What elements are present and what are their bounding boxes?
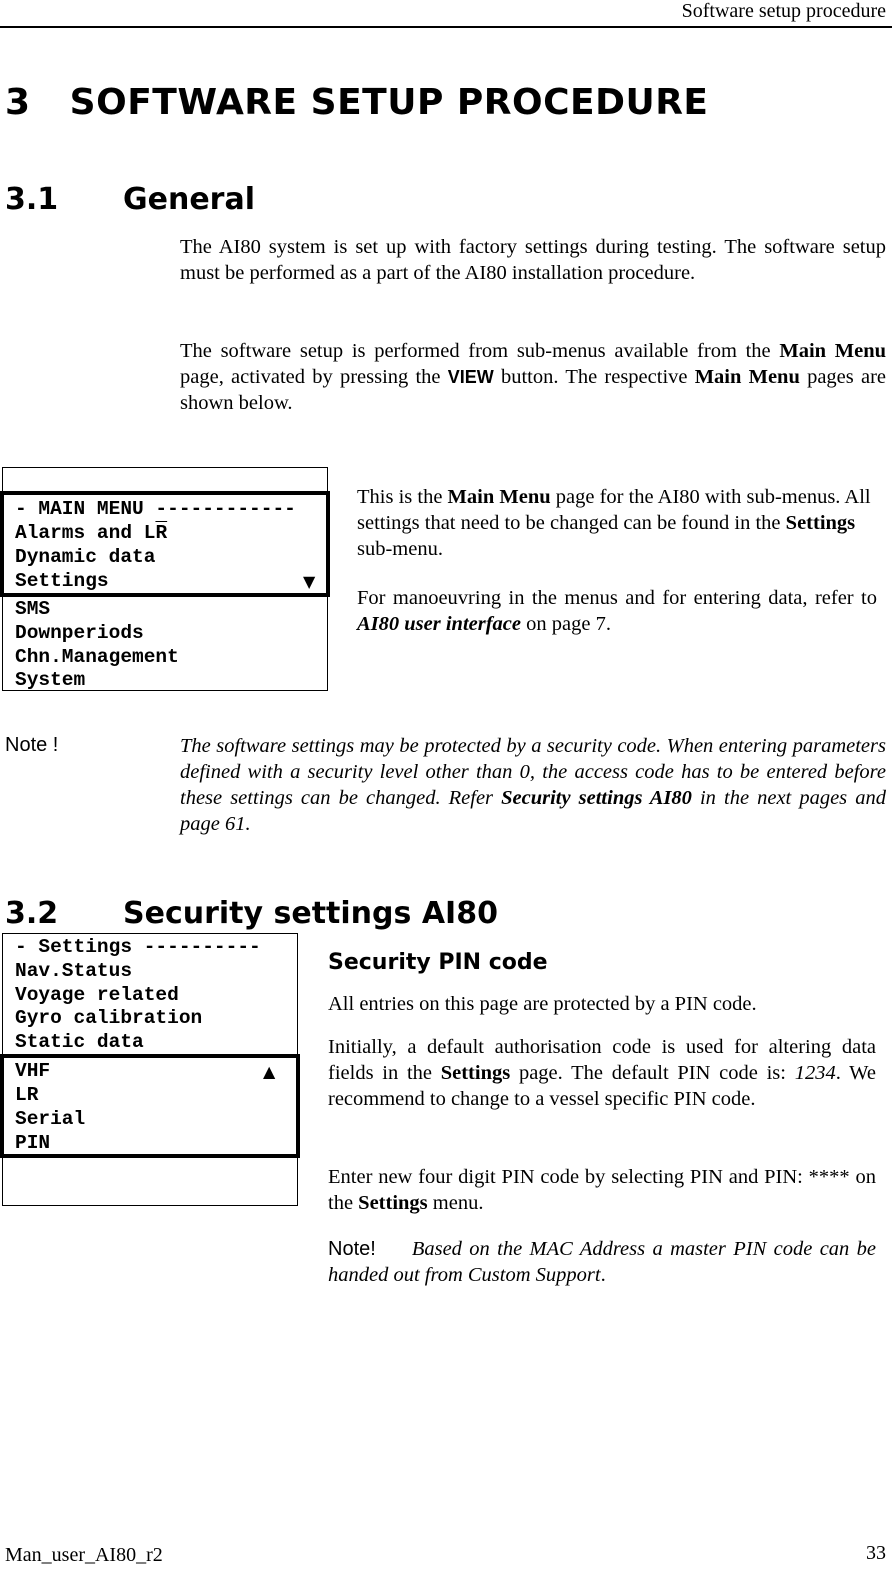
section-heading-general — [5, 182, 255, 217]
pin-note: Note! Based on the MAC Address a master PIN code can be handed out from Custom Support. — [328, 1238, 876, 1286]
screen-line: Settings — [15, 570, 109, 592]
section-number: 3.2 — [5, 896, 59, 931]
general-paragraph-2: The software setup is performed from sub-menus available from the Main Menu page, activated by pressing the VIEW button. The respective Main Menu pages are shown below. — [180, 340, 886, 414]
screen-line: LR — [15, 1084, 39, 1106]
section-title: Security settings AI80 — [123, 896, 498, 931]
header-rule — [0, 26, 892, 28]
screen-line: - MAIN MENU ------------ — [15, 498, 296, 520]
scroll-up-icon: ▲ — [263, 1062, 276, 1081]
note-label: Note ! — [5, 734, 59, 756]
chapter-number: 3 — [5, 82, 31, 123]
section-heading-security — [5, 896, 498, 931]
running-header: Software setup procedure — [681, 0, 886, 22]
general-paragraph-1: The AI80 system is set up with factory settings during testing. The software setup must be performed as a part of the AI80 installation procedure. — [180, 236, 886, 284]
screen-line: Gyro calibration — [15, 1007, 203, 1029]
main-menu-description: This is the Main Menu page for the AI80 with sub-menus. All settings that need to be changed can be found in the Settings sub-menu. — [357, 486, 871, 560]
view-button-label: VIEW — [447, 367, 494, 387]
screen-line: Downperiods — [15, 622, 144, 644]
chapter-title: SOFTWARE SETUP PROCEDURE — [69, 82, 709, 123]
section-number: 3.1 — [5, 182, 59, 217]
scroll-down-icon: ▼ — [303, 572, 316, 591]
note-text: The software settings may be protected by a security code. When entering parameters defined with a security level other than 0, the access code has to be entered before these settings can be changed. Refer Security settings AI80 in the next pages and page 61. — [180, 735, 886, 835]
main-menu-navigation: For manoeuvring in the menus and for entering data, refer to AI80 user interface on page 7. — [357, 587, 877, 635]
pin-paragraph-2: Initially, a default authorisation code is used for altering data fields in the Settings page. The default PIN code is: 1234. We recommend to change to a vessel specific PIN code. — [328, 1036, 876, 1110]
footer-doc-id: Man_user_AI80_r2 — [5, 1544, 163, 1566]
screen-line: System — [15, 669, 86, 691]
screen-line: Alarms and $L\overline{R}$ — [15, 522, 168, 544]
pin-paragraph-3: Enter new four digit PIN code by selecting PIN and PIN: **** on the Settings menu. — [328, 1166, 876, 1214]
pin-heading: Security PIN code — [328, 950, 548, 975]
screen-line: VHF — [15, 1060, 51, 1082]
pin-paragraph-1: All entries on this page are protected by a PIN code. — [328, 993, 757, 1015]
note-label: Note! — [328, 1238, 376, 1260]
screen-selection-frame — [0, 491, 330, 597]
screen-selection-frame — [0, 1054, 300, 1158]
chapter-heading — [5, 82, 709, 123]
section-title: General — [123, 182, 255, 217]
screen-line: SMS — [15, 598, 51, 620]
screen-line: Serial — [15, 1108, 86, 1130]
screen-line: Nav.Status — [15, 960, 133, 982]
screen-line: Dynamic data — [15, 546, 156, 568]
screen-line: Chn.Management — [15, 646, 179, 668]
footer-page-number: 33 — [866, 1542, 886, 1564]
screen-line: Voyage related — [15, 984, 179, 1006]
screen-line: PIN — [15, 1132, 51, 1154]
screen-line: - Settings ---------- — [15, 936, 261, 958]
screen-line: Static data — [15, 1031, 144, 1053]
